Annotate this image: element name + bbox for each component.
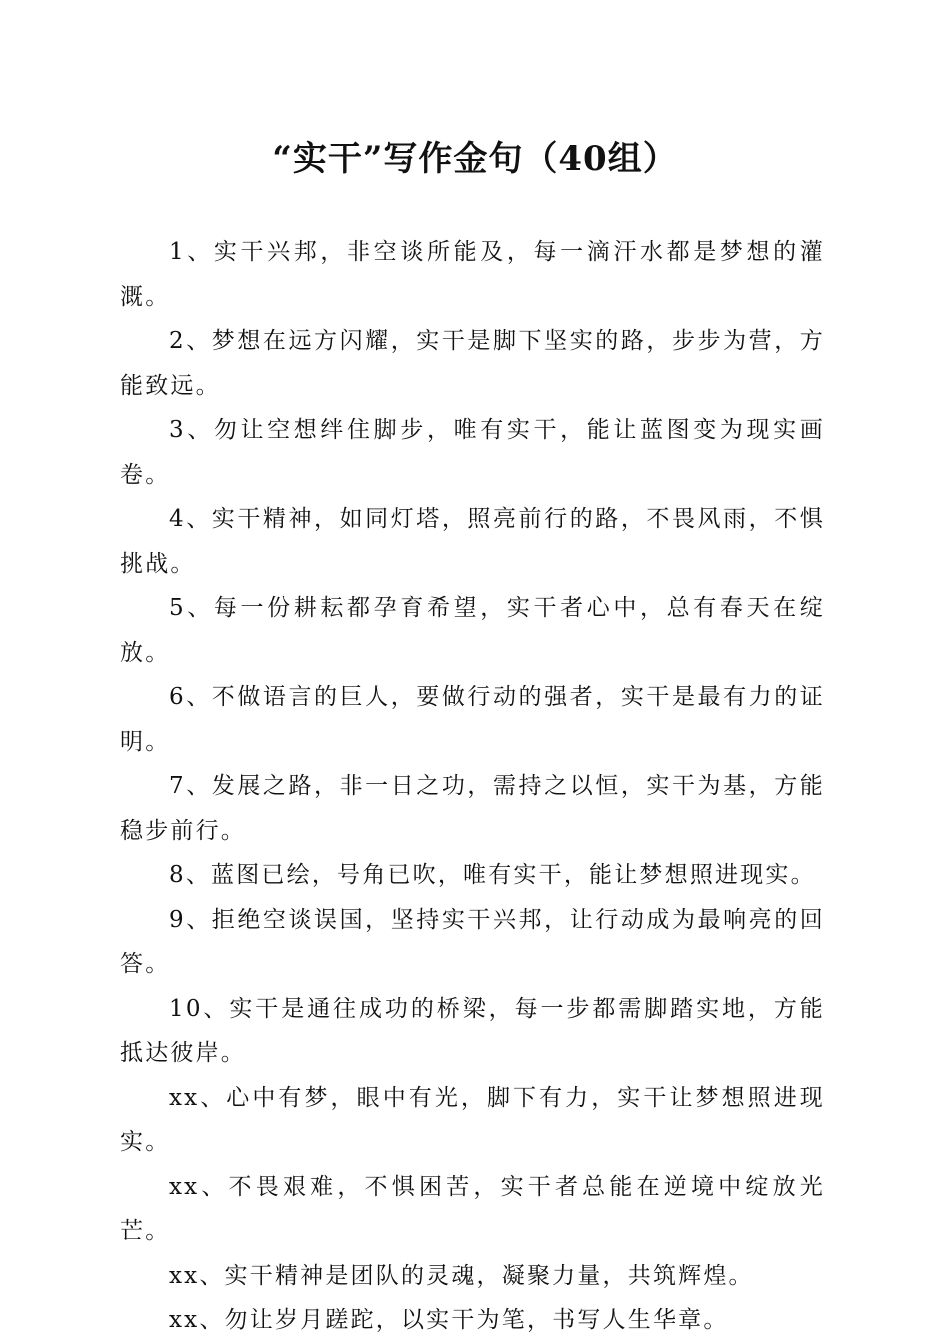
document-title: “实干”写作金句（40组） [272, 139, 678, 179]
paragraph-13: xx、实干精神是团队的灵魂，凝聚力量，共筑辉煌。 [169, 1262, 754, 1289]
document-body [120, 230, 825, 1343]
paragraph-12: xx、不畏艰难，不惧困苦，实干者总能在逆境中绽放光芒。 [120, 1173, 825, 1244]
paragraph-9: 9、拒绝空谈误国，坚持实干兴邦，让行动成为最响亮的回答。 [120, 906, 825, 977]
paragraph-8: 8、蓝图已绘，号角已吹，唯有实干，能让梦想照进现实。 [169, 862, 816, 888]
paragraph-10: 10、实干是通往成功的桥梁，每一步都需脚踏实地，方能抵达彼岸。 [120, 995, 825, 1066]
paragraph-5: 5、每一份耕耘都孕育希望，实干者心中，总有春天在绽放。 [120, 595, 825, 666]
paragraph-4: 4、实干精神，如同灯塔，照亮前行的路，不畏风雨，不惧挑战。 [120, 506, 825, 577]
paragraph-7: 7、发展之路，非一日之功，需持之以恒，实干为基，方能稳步前行。 [120, 773, 825, 844]
paragraph-2: 2、梦想在远方闪耀，实干是脚下坚实的路，步步为营，方能致远。 [120, 328, 825, 399]
paragraph-14: xx、勿让岁月蹉跎，以实干为笔，书写人生华章。 [169, 1307, 729, 1333]
paragraph-11: xx、心中有梦，眼中有光，脚下有力，实干让梦想照进现实。 [120, 1084, 825, 1155]
paragraph-3: 3、勿让空想绊住脚步，唯有实干，能让蓝图变为现实画卷。 [120, 417, 825, 488]
paragraph-1: 1、实干兴邦，非空谈所能及，每一滴汗水都是梦想的灌溉。 [120, 239, 825, 310]
paragraph-6: 6、不做语言的巨人，要做行动的强者，实干是最有力的证明。 [120, 684, 825, 755]
